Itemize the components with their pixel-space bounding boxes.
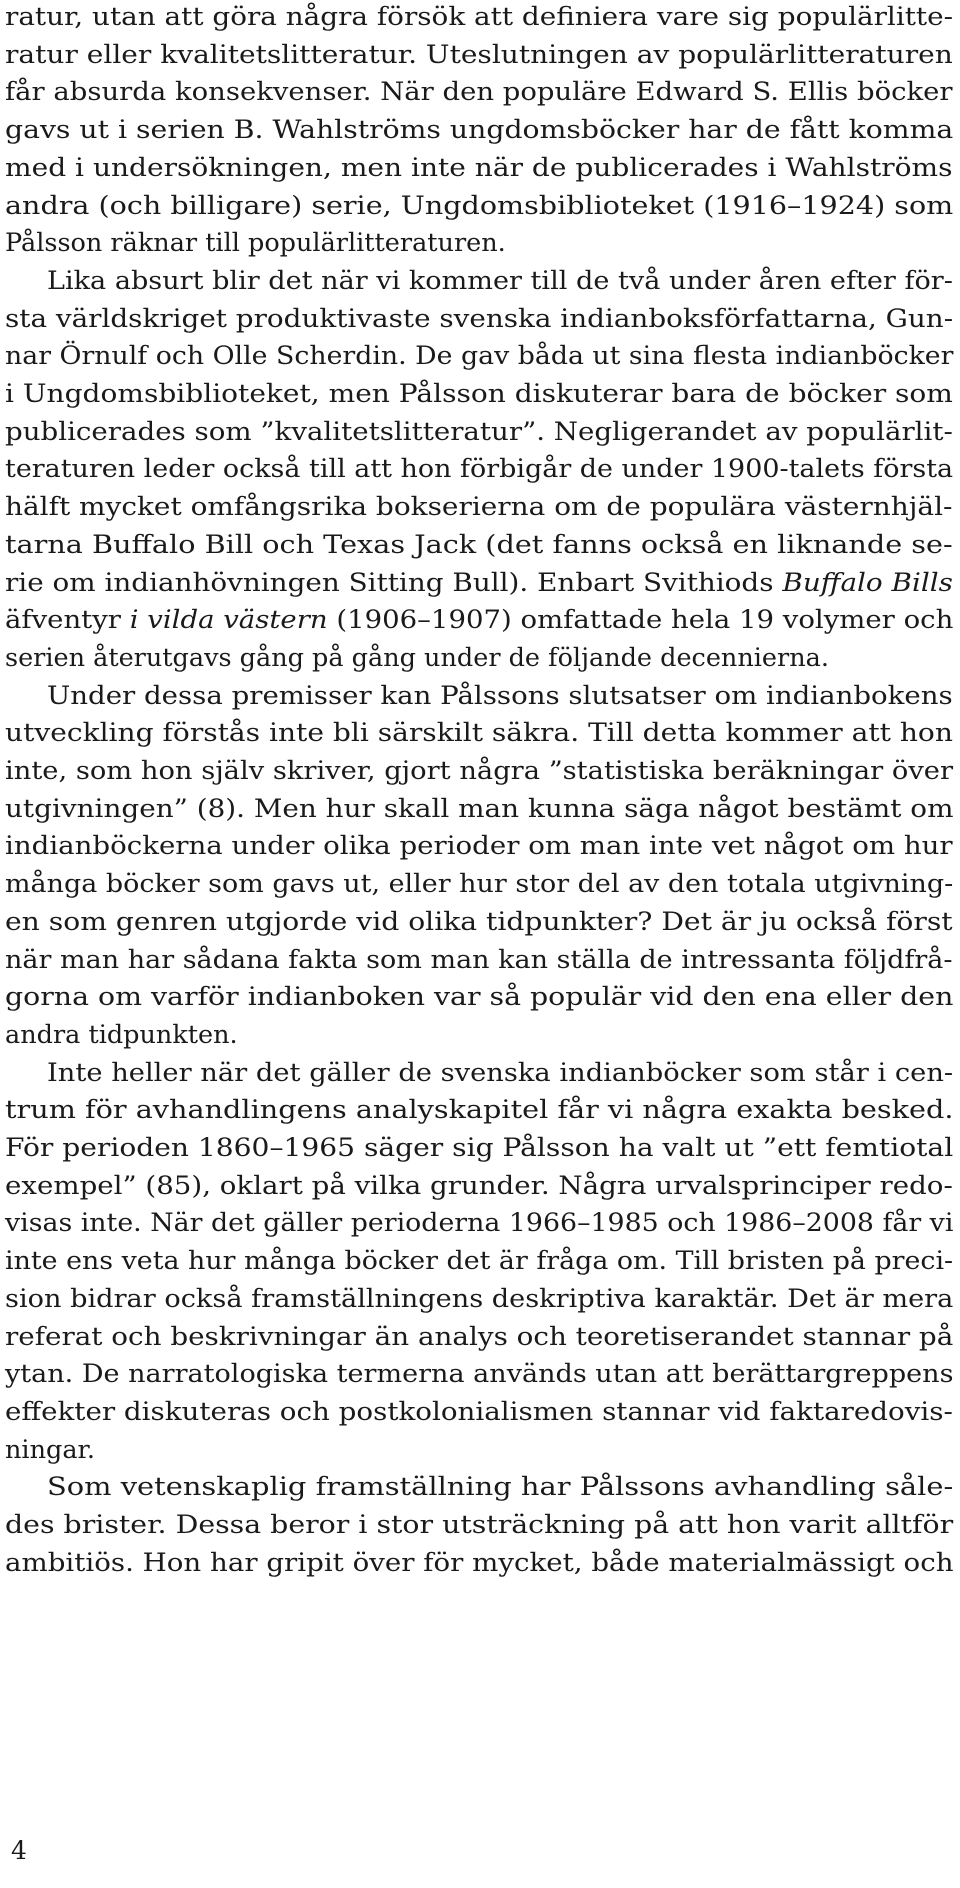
text-span: i Ungdomsbiblioteket, men Pålsson diskuterar bara de böcker som — [5, 379, 953, 409]
text-line — [5, 1548, 954, 1578]
text-span: äfventyr — [5, 605, 130, 636]
italic-title: Buffalo Bills — [782, 567, 953, 598]
text-line — [5, 1246, 953, 1276]
text-line — [5, 1020, 238, 1050]
text-span: gorna om varför indianboken var så populär vid den ena eller den — [5, 982, 954, 1013]
document-page — [5, 0, 955, 1888]
italic-title: i vilda västern — [129, 605, 328, 636]
text-line — [5, 982, 953, 1012]
text-line — [5, 417, 953, 447]
text-span: Under dessa premisser kan Pålssons slutsatser om indianbokens — [47, 680, 953, 711]
text-span: andra (och billigare) serie, Ungdomsbiblioteket (1916–1924) som — [5, 190, 954, 221]
text-span: ratur eller kvalitetslitteratur. Uteslutningen av populärlitteraturen — [5, 39, 953, 70]
text-line — [5, 341, 953, 371]
text-span: ningar. — [5, 1434, 96, 1465]
text-line — [5, 1359, 953, 1389]
text-span: ambitiös. Hon har gripit över för mycket, både materialmässigt och — [5, 1547, 954, 1578]
text-span: sion bidrar också framställningens deskriptiva karaktär. Det är mera — [5, 1283, 954, 1314]
text-line — [5, 153, 953, 183]
text-line — [5, 115, 953, 145]
text-line — [5, 794, 953, 824]
text-span: Inte heller när det gäller de svenska indianböcker som står i cen- — [47, 1057, 954, 1088]
text-span: Lika absurt blir det när vi kommer till de två under åren efter för- — [47, 265, 953, 296]
text-span: Som vetenskaplig framställning har Pålssons avhandling såle- — [47, 1472, 954, 1503]
text-span: utveckling förstås inte bli särskilt säkra. Till detta kommer att hon — [5, 718, 953, 749]
text-line — [5, 77, 953, 107]
text-span: indianböckerna under olika perioder om man inte vet något om hur — [5, 831, 953, 862]
text-span: tarna Buffalo Bill och Texas Jack (det fanns också en liknande se- — [5, 529, 953, 560]
text-span: ytan. De narratologiska termerna används utan att berättargreppens — [5, 1359, 954, 1390]
text-span: visas inte. När det gäller perioderna 1966–1985 och 1986–2008 får vi — [5, 1208, 954, 1239]
text-span: en som genren utgjorde vid olika tidpunkter? Det är ju också först — [5, 906, 953, 937]
text-span: andra tidpunkten. — [5, 1019, 238, 1050]
text-span: får absurda konsekvenser. När den populäre Edward S. Ellis böcker — [5, 77, 953, 108]
text-span: utgivningen” (8). Men hur skall man kunna säga något bestämt om — [5, 793, 954, 824]
text-line — [47, 681, 953, 711]
text-line — [5, 1171, 953, 1201]
text-line — [47, 266, 953, 296]
text-line — [5, 1208, 953, 1238]
text-span: många böcker som gavs ut, eller hur stor del av den totala utgivning- — [5, 869, 954, 900]
text-span: effekter diskuteras och postkolonialismen stannar vid faktaredovis- — [5, 1396, 953, 1427]
text-span: när man har sådana fakta som man kan ställa de intressanta följdfrå- — [5, 944, 953, 975]
text-span: teraturen leder också till att hon förbigår de under 1900-talets första — [5, 454, 954, 485]
text-span: referat och beskrivningar än analys och teoretiserandet stannar på — [5, 1321, 954, 1352]
text-span: ratur, utan att göra några försök att definiera vare sig populärlitte- — [5, 2, 954, 32]
text-span: hälft mycket omfångsrika bokserierna om de populära västernhjäl- — [5, 492, 953, 523]
text-line — [5, 530, 953, 560]
text-line — [5, 2, 953, 32]
text-line — [5, 1510, 953, 1540]
text-span: rie om indianhövningen Sitting Bull). Enbart Svithiods — [5, 567, 783, 598]
text-line — [5, 1322, 953, 1352]
text-line — [5, 1397, 953, 1427]
text-span: inte ens veta hur många böcker det är fråga om. Till bristen på preci- — [5, 1246, 954, 1277]
text-span: med i undersökningen, men inte när de publicerades i Wahlströms — [5, 152, 953, 183]
text-span: exempel” (85), oklart på vilka grunder. Några urvalsprinciper redo- — [5, 1170, 953, 1201]
text-span: des brister. Dessa beror i stor utsträckning på att hon varit alltför — [5, 1510, 954, 1540]
page-number: 4 — [11, 1836, 27, 1865]
text-span: publicerades som ”kvalitetslitteratur”. Negligerandet av populärlit- — [5, 416, 953, 447]
text-line — [5, 718, 953, 748]
text-line — [5, 643, 829, 673]
text-line — [5, 568, 953, 598]
text-span: inte, som hon själv skriver, gjort några ”statistiska beräkningar över — [5, 756, 954, 786]
text-line — [5, 869, 953, 899]
text-line — [5, 191, 953, 221]
text-line — [5, 605, 953, 635]
text-line — [5, 492, 952, 522]
text-line — [5, 831, 953, 861]
text-line — [5, 228, 506, 258]
text-line — [5, 379, 953, 409]
text-line — [5, 1284, 953, 1314]
text-span: (1906–1907) omfattade hela 19 volymer och — [327, 605, 954, 636]
text-line — [5, 907, 953, 937]
text-line — [5, 304, 953, 334]
text-line — [5, 40, 953, 70]
text-line — [5, 945, 953, 975]
text-span: gavs ut i serien B. Wahlströms ungdomsböcker har de fått komma — [5, 115, 954, 146]
text-span: nar Örnulf och Olle Scherdin. De gav båda ut sina flesta indianböcker — [5, 341, 954, 372]
text-span: Pålsson räknar till populärlitteraturen. — [5, 228, 506, 259]
text-line — [47, 1058, 953, 1088]
text-span: sta världskriget produktivaste svenska indianboksförfattarna, Gun- — [5, 303, 954, 334]
text-line — [5, 1133, 953, 1163]
text-span: trum för avhandlingens analyskapitel får vi några exakta besked. — [5, 1095, 954, 1126]
text-span: serien återutgavs gång på gång under de följande decennierna. — [5, 642, 829, 673]
text-line — [47, 1472, 953, 1502]
text-line — [5, 1095, 953, 1125]
text-line — [5, 1435, 95, 1465]
text-line — [5, 756, 953, 786]
text-line — [5, 454, 953, 484]
text-span: För perioden 1860–1965 säger sig Pålsson ha valt ut ”ett femtiotal — [5, 1133, 954, 1163]
